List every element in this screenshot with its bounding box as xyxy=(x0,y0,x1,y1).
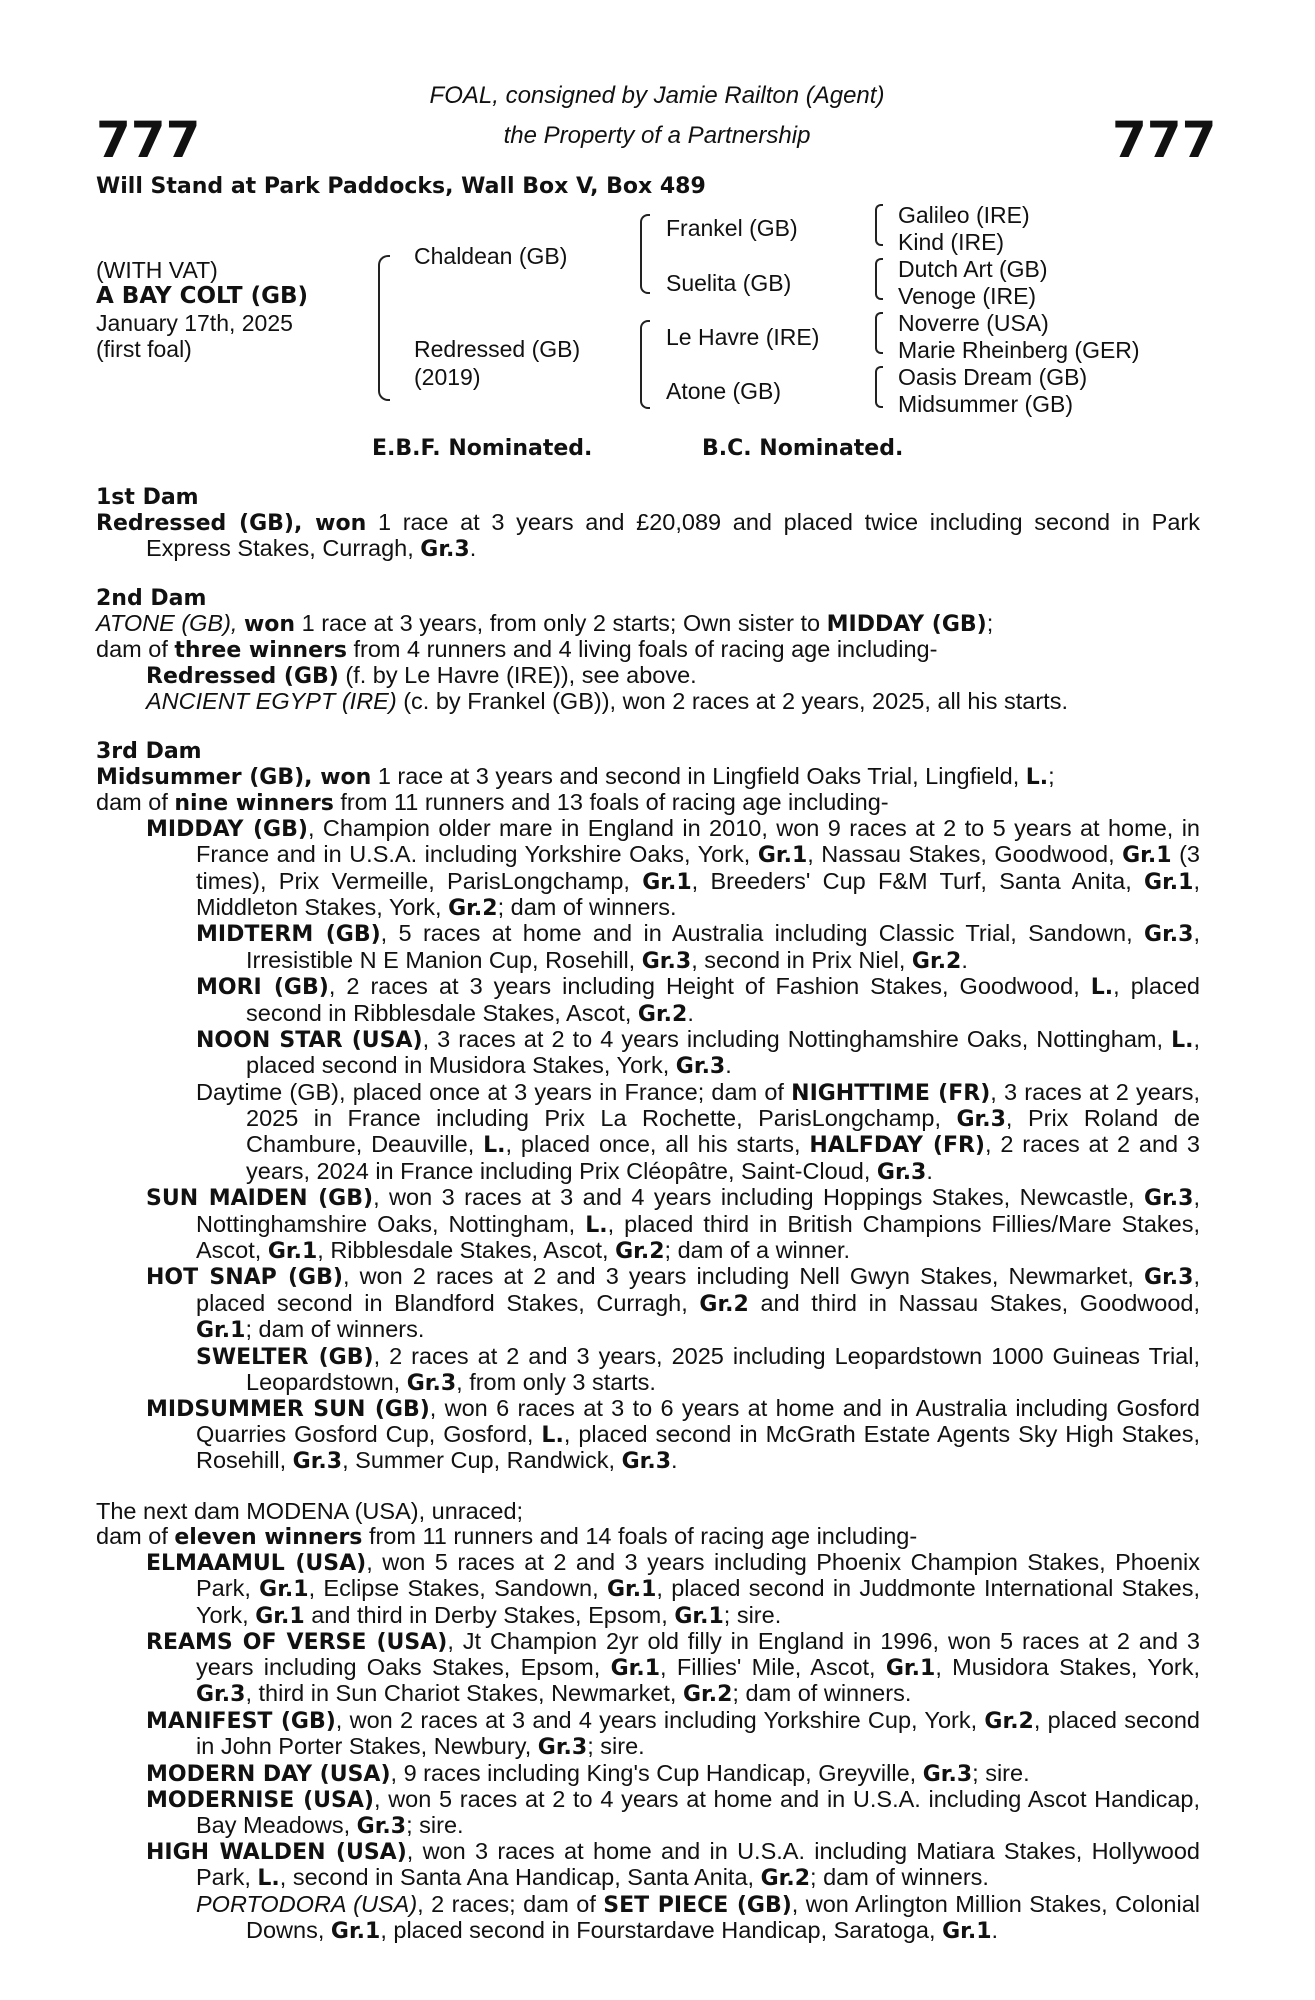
pedigree-ss: Frankel (GB) xyxy=(666,215,798,241)
pedigree-sds: Dutch Art (GB) xyxy=(898,256,1048,282)
list-item: SUN MAIDEN (GB), won 3 races at 3 and 4 years including Hoppings Stakes, Newcastle, Gr.3, Nottinghamshire Oaks, Nottingham, L., placed third in British Champions Fillies/Mare Stakes, Ascot, Gr.1, Ribblesdale Stakes, Ascot, Gr.2; dam of a winner. xyxy=(146,1184,1200,1264)
lot-number-right: 777 xyxy=(1112,111,1217,169)
pedigree-dam-year: (2019) xyxy=(414,364,481,390)
list-item: MANIFEST (GB), won 2 races at 3 and 4 years including Yorkshire Cup, York, Gr.2, placed second in John Porter Stakes, Newbury, Gr.3; sire. xyxy=(146,1706,1200,1761)
pedigree-ssd: Kind (IRE) xyxy=(898,229,1005,255)
pedigree-dsd: Marie Rheinberg (GER) xyxy=(898,337,1140,363)
horse-name: A BAY COLT (GB) xyxy=(96,283,309,309)
list-item: ELMAAMUL (USA), won 5 races at 2 and 3 years including Phoenix Champion Stakes, Phoenix Park, Gr.1, Eclipse Stakes, Sandown, Gr.1, placed second in Juddmonte International Stakes, York, Gr.1 and third in Derby Stakes, Epsom, Gr.1; sire. xyxy=(146,1549,1200,1629)
third-dam-produce-intro: dam of nine winners from 11 runners and 13 foals of racing age including- xyxy=(96,789,889,817)
lot-number-left: 777 xyxy=(96,111,201,169)
pedigree-sd: Suelita (GB) xyxy=(666,270,792,296)
list-item: MORI (GB), 2 races at 3 years including Height of Fashion Stakes, Goodwood, L., placed second in Ribblesdale Stakes, Ascot, Gr.2. xyxy=(196,973,1200,1027)
stand-line: Will Stand at Park Paddocks, Wall Box V, Box 489 xyxy=(96,174,706,199)
pedigree-sdd: Venoge (IRE) xyxy=(898,283,1037,309)
pedigree-brace-sd xyxy=(875,258,883,300)
pedigree-brace-dam xyxy=(640,320,650,409)
first-dam-name: Redressed (GB) xyxy=(96,511,294,536)
first-dam-heading: 1st Dam xyxy=(96,485,199,510)
list-item: SWELTER (GB), 2 races at 2 and 3 years, 2025 including Leopardstown 1000 Guineas Trial, Leopardstown, Gr.3, from only 3 starts. xyxy=(196,1342,1200,1396)
second-dam-heading: 2nd Dam xyxy=(96,586,207,612)
second-dam-entry: ATONE (GB), won 1 race at 3 years, from only 2 starts; Own sister to MIDDAY (GB); xyxy=(96,610,994,638)
third-dam-section xyxy=(96,739,1200,1475)
pedigree-dds: Oasis Dream (GB) xyxy=(898,364,1088,390)
pedigree-brace-sire xyxy=(640,214,650,294)
list-item: REAMS OF VERSE (USA), Jt Champion 2yr old filly in England in 1996, won 5 races at 2 and 3 years including Oaks Stakes, Epsom, Gr.1, Fillies' Mile, Ascot, Gr.1, Musidora Stakes, York, Gr.3, third in Sun Chariot Stakes, Newmarket, Gr.2; dam of winners. xyxy=(146,1627,1201,1708)
pedigree-sire: Chaldean (GB) xyxy=(414,243,568,269)
pedigree-ds: Le Havre (IRE) xyxy=(666,324,820,350)
consignor-line: FOAL, consigned by Jamie Railton (Agent) xyxy=(429,82,885,109)
horse-note: (first foal) xyxy=(96,336,192,362)
pedigree-dd: Atone (GB) xyxy=(666,378,782,404)
third-dam-entry: Midsummer (GB), won 1 race at 3 years and second in Lingfield Oaks Trial, Lingfield, L.; xyxy=(96,762,1055,790)
next-dam-section xyxy=(96,1499,1200,1944)
list-item: Daytime (GB), placed once at 3 years in France; dam of NIGHTTIME (FR), 3 races at 2 years, 2025 in France including Prix La Rochette, ParisLongchamp, Gr.3, Prix Roland de Chambure, Deauville, L., placed once, all his starts, HALFDAY (FR), 2 races at 2 and 3 years, 2024 in France including Prix Cléopâtre, Saint-Cloud, Gr.3. xyxy=(196,1078,1201,1185)
pedigree-brace-dd xyxy=(875,366,883,408)
list-item: MIDSUMMER SUN (GB), won 6 races at 3 to 6 years at home and in Australia including Gosford Quarries Gosford Cup, Gosford, L., placed second in McGrath Estate Agents Sky High Stakes, Rosehill, Gr.3, Summer Cup, Randwick, Gr.3. xyxy=(146,1394,1200,1475)
second-dam-produce-intro: dam of three winners from 4 runners and 4 living foals of racing age including- xyxy=(96,636,938,664)
first-dam-entry: Redressed (GB), won 1 race at 3 years and £20,089 and placed twice including second in Park Express Stakes, Curragh, Gr.3. xyxy=(96,509,1200,562)
catalogue-body xyxy=(96,485,1200,1968)
first-dam-section xyxy=(96,485,1200,562)
pedigree-brace-ds xyxy=(875,312,883,354)
pedigree-dam: Redressed (GB) xyxy=(414,336,581,362)
second-dam-produce-1: Redressed (GB) (f. by Le Havre (IRE)), see above. xyxy=(146,662,697,690)
pedigree-brace-ss xyxy=(875,204,883,246)
list-item: MODERN DAY (USA), 9 races including King's Cup Handicap, Greyville, Gr.3; sire. xyxy=(146,1759,1030,1787)
pedigree-ddd: Midsummer (GB) xyxy=(898,391,1074,417)
list-item: NOON STAR (USA), 3 races at 2 to 4 years including Nottinghamshire Oaks, Nottingham, L., placed second in Musidora Stakes, York, Gr.3. xyxy=(196,1026,1200,1080)
property-line: the Property of a Partnership xyxy=(503,122,811,149)
list-item: MIDDAY (GB), Champion older mare in England in 2010, won 9 races at 2 to 5 years at home, in France and in U.S.A. including Yorkshire Oaks, York, Gr.1, Nassau Stakes, Goodwood, Gr.1 (3 times), Prix Vermeille, ParisLongchamp, Gr.1, Breeders' Cup F&M Turf, Santa Anita, Gr.1, Middleton Stakes, York, Gr.2; dam of winners. xyxy=(146,815,1200,922)
pedigree-sss: Galileo (IRE) xyxy=(898,202,1030,228)
third-dam-heading: 3rd Dam xyxy=(96,738,202,764)
pedigree-brace-main xyxy=(378,255,390,401)
next-dam-produce-intro: dam of eleven winners from 11 runners and 14 foals of racing age including- xyxy=(96,1523,918,1551)
list-item: HOT SNAP (GB), won 2 races at 2 and 3 years including Nell Gwyn Stakes, Newmarket, Gr.3, placed second in Blandford Stakes, Curragh, Gr.2 and third in Nassau Stakes, Goodwood, Gr.1; dam of winners. xyxy=(146,1263,1200,1344)
pedigree-dss: Noverre (USA) xyxy=(898,310,1049,336)
list-item: HIGH WALDEN (USA), won 3 races at home and in U.S.A. including Matiara Stakes, Hollywood Park, L., second in Santa Ana Handicap, Santa Anita, Gr.2; dam of winners. xyxy=(146,1838,1200,1892)
ebf-nominated: E.B.F. Nominated. xyxy=(372,436,593,461)
second-dam-produce-2: ANCIENT EGYPT (IRE) (c. by Frankel (GB)), won 2 races at 2 years, 2025, all his starts. xyxy=(146,688,1068,715)
list-item: PORTODORA (USA), 2 races; dam of SET PIECE (GB), won Arlington Million Stakes, Colonial Downs, Gr.1, placed second in Fourstardave Handicap, Saratoga, Gr.1. xyxy=(196,1890,1200,1944)
bc-nominated: B.C. Nominated. xyxy=(702,436,904,461)
vat-label: (WITH VAT) xyxy=(96,257,218,283)
list-item: MIDTERM (GB), 5 races at home and in Australia including Classic Trial, Sandown, Gr.3, Irresistible N E Manion Cup, Rosehill, Gr.3, second in Prix Niel, Gr.2. xyxy=(196,920,1200,974)
horse-dob: January 17th, 2025 xyxy=(96,310,293,336)
list-item: MODERNISE (USA), won 5 races at 2 to 4 years at home and in U.S.A. including Ascot Handicap, Bay Meadows, Gr.3; sire. xyxy=(146,1786,1200,1839)
next-dam-intro: The next dam MODENA (USA), unraced; xyxy=(96,1497,524,1524)
second-dam-section xyxy=(96,586,1200,714)
